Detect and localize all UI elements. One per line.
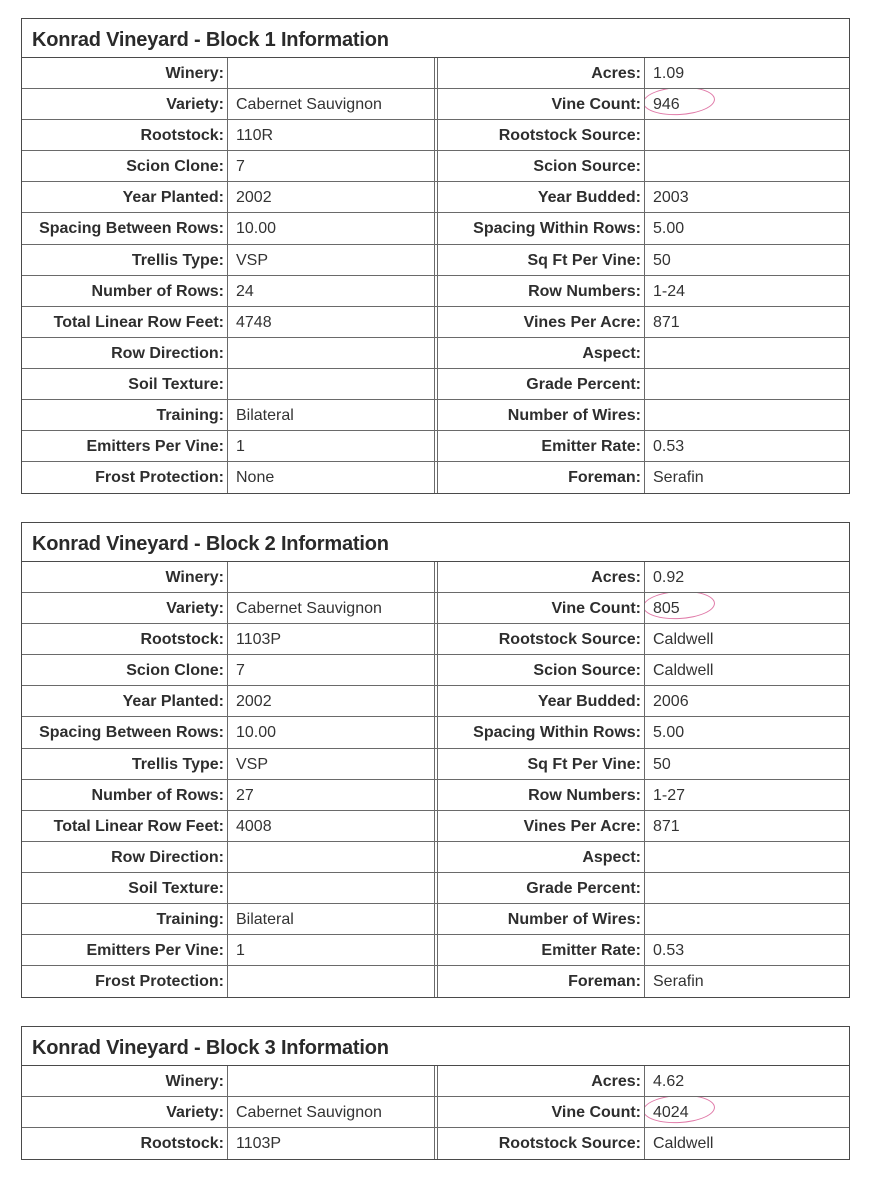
block-3-rows <box>22 1066 849 1159</box>
field-label: Row Numbers: <box>438 276 645 306</box>
table-row <box>22 369 849 400</box>
table-row <box>22 686 849 717</box>
field-label: Spacing Within Rows: <box>438 213 645 243</box>
field-label: Variety: <box>22 593 228 623</box>
field-value <box>645 151 849 181</box>
table-row <box>22 431 849 462</box>
field-value <box>228 1066 434 1096</box>
field-label: Foreman: <box>438 462 645 493</box>
field-label: Sq Ft Per Vine: <box>438 245 645 275</box>
table-row <box>22 276 849 307</box>
field-label: Year Budded: <box>438 686 645 716</box>
hand-drawn-circle-annotation <box>645 89 716 117</box>
field-value: VSP <box>236 755 269 773</box>
field-label: Acres: <box>438 58 645 88</box>
field-label: Number of Wires: <box>438 400 645 430</box>
circled-vine-count <box>653 89 680 119</box>
field-value: Cabernet Sauvignon <box>236 96 382 114</box>
field-value: 5.00 <box>653 220 685 238</box>
field-label: Number of Rows: <box>22 780 228 810</box>
table-row <box>22 593 849 624</box>
table-row <box>22 182 849 213</box>
field-label: Spacing Within Rows: <box>438 717 645 747</box>
field-value <box>645 400 849 430</box>
field-value: 0.53 <box>653 438 685 456</box>
table-row <box>22 245 849 276</box>
field-value: 4008 <box>236 817 272 835</box>
field-label: Emitters Per Vine: <box>22 935 228 965</box>
field-label: Row Direction: <box>22 338 228 368</box>
field-label: Aspect: <box>438 338 645 368</box>
field-value <box>645 120 849 150</box>
table-row <box>22 400 849 431</box>
table-row <box>22 904 849 935</box>
block-3-table <box>21 1026 850 1160</box>
field-value: 1103P <box>236 1135 282 1153</box>
field-label: Rootstock Source: <box>438 120 645 150</box>
vine-count-value: 946 <box>653 96 680 114</box>
field-label: Rootstock: <box>22 1128 228 1159</box>
field-value: 1-24 <box>653 282 686 300</box>
field-label: Vines Per Acre: <box>438 307 645 337</box>
table-row <box>22 966 849 997</box>
field-label: Vine Count: <box>438 593 645 623</box>
field-value <box>228 562 434 592</box>
field-value <box>228 873 434 903</box>
field-value: 27 <box>236 786 254 804</box>
field-label: Soil Texture: <box>22 873 228 903</box>
table-row <box>22 749 849 780</box>
field-label: Training: <box>22 904 228 934</box>
field-value: Serafin <box>653 973 704 991</box>
field-value: 2006 <box>653 693 689 711</box>
field-label: Year Budded: <box>438 182 645 212</box>
field-value: 110R <box>236 127 274 145</box>
circled-vine-count <box>653 593 680 623</box>
field-value: VSP <box>236 251 269 269</box>
field-label: Variety: <box>22 89 228 119</box>
field-label: Variety: <box>22 1097 228 1127</box>
field-label: Scion Clone: <box>22 655 228 685</box>
field-value: 1103P <box>236 631 282 649</box>
field-value: 50 <box>653 755 671 773</box>
field-label: Grade Percent: <box>438 369 645 399</box>
field-value <box>645 1097 849 1127</box>
table-row <box>22 842 849 873</box>
vine-count-value: 805 <box>653 600 680 618</box>
table-row <box>22 780 849 811</box>
table-row <box>22 935 849 966</box>
field-label: Acres: <box>438 1066 645 1096</box>
field-label: Rootstock Source: <box>438 624 645 654</box>
field-label: Emitter Rate: <box>438 935 645 965</box>
field-value: 7 <box>236 662 245 680</box>
table-row <box>22 1128 849 1159</box>
field-label: Scion Source: <box>438 655 645 685</box>
field-label: Acres: <box>438 562 645 592</box>
table-row <box>22 624 849 655</box>
field-label: Soil Texture: <box>22 369 228 399</box>
field-value <box>645 338 849 368</box>
field-value <box>645 904 849 934</box>
field-value: 0.92 <box>653 569 685 586</box>
field-value: 7 <box>236 158 245 176</box>
block-1-rows <box>22 58 849 493</box>
field-label: Trellis Type: <box>22 245 228 275</box>
field-label: Total Linear Row Feet: <box>22 811 228 841</box>
circled-vine-count <box>653 1097 689 1127</box>
field-label: Frost Protection: <box>22 966 228 997</box>
field-label: Grade Percent: <box>438 873 645 903</box>
field-value: Caldwell <box>653 631 714 649</box>
field-label: Sq Ft Per Vine: <box>438 749 645 779</box>
field-value: 24 <box>236 282 254 300</box>
field-label: Aspect: <box>438 842 645 872</box>
field-label: Trellis Type: <box>22 749 228 779</box>
table-row <box>22 89 849 120</box>
field-label: Spacing Between Rows: <box>22 717 228 747</box>
field-value <box>645 89 849 119</box>
field-value: 2003 <box>653 189 689 207</box>
block-1-title: Konrad Vineyard - Block 1 Information <box>22 19 849 58</box>
field-value <box>645 593 849 623</box>
table-row <box>22 873 849 904</box>
field-value: 4.62 <box>653 1073 685 1090</box>
block-2-title: Konrad Vineyard - Block 2 Information <box>22 523 849 562</box>
field-label: Winery: <box>22 1066 228 1096</box>
field-value: Caldwell <box>653 1135 714 1153</box>
table-row <box>22 655 849 686</box>
block-2-table <box>21 522 850 998</box>
table-row <box>22 151 849 182</box>
field-value: 10.00 <box>236 724 277 742</box>
field-label: Training: <box>22 400 228 430</box>
field-value: 2002 <box>236 189 272 207</box>
field-value: Cabernet Sauvignon <box>236 1104 382 1122</box>
field-value <box>228 369 434 399</box>
field-label: Frost Protection: <box>22 462 228 493</box>
hand-drawn-circle-annotation <box>645 1097 716 1125</box>
field-label: Emitter Rate: <box>438 431 645 461</box>
field-label: Year Planted: <box>22 182 228 212</box>
table-row <box>22 58 849 89</box>
table-row <box>22 462 849 493</box>
field-value: 1.09 <box>653 65 685 82</box>
field-value <box>645 842 849 872</box>
table-row <box>22 562 849 593</box>
table-row <box>22 213 849 244</box>
table-row <box>22 811 849 842</box>
field-value: 871 <box>653 313 680 331</box>
field-value: Bilateral <box>236 407 294 425</box>
table-row <box>22 1097 849 1128</box>
field-value: Cabernet Sauvignon <box>236 600 382 618</box>
vine-count-value: 4024 <box>653 1104 689 1122</box>
field-label: Spacing Between Rows: <box>22 213 228 243</box>
hand-drawn-circle-annotation <box>645 593 716 621</box>
field-label: Rootstock Source: <box>438 1128 645 1159</box>
field-value: 4748 <box>236 313 272 331</box>
table-row <box>22 717 849 748</box>
block-3-title: Konrad Vineyard - Block 3 Information <box>22 1027 849 1066</box>
field-value: 50 <box>653 251 671 269</box>
field-label: Vine Count: <box>438 89 645 119</box>
field-value: Caldwell <box>653 662 714 680</box>
field-value <box>228 966 434 997</box>
block-1-table <box>21 18 850 494</box>
field-value: 10.00 <box>236 220 277 238</box>
field-label: Rootstock: <box>22 624 228 654</box>
field-label: Foreman: <box>438 966 645 997</box>
field-value <box>228 58 434 88</box>
field-label: Row Numbers: <box>438 780 645 810</box>
field-value: 1-27 <box>653 786 686 804</box>
field-label: Vines Per Acre: <box>438 811 645 841</box>
field-label: Vine Count: <box>438 1097 645 1127</box>
field-label: Emitters Per Vine: <box>22 431 228 461</box>
field-label: Total Linear Row Feet: <box>22 307 228 337</box>
field-value: 1 <box>236 942 245 960</box>
field-label: Row Direction: <box>22 842 228 872</box>
field-label: Year Planted: <box>22 686 228 716</box>
field-value: None <box>236 469 275 487</box>
field-value <box>228 842 434 872</box>
table-row <box>22 1066 849 1097</box>
field-label: Winery: <box>22 58 228 88</box>
field-value: 2002 <box>236 693 272 711</box>
field-value: Bilateral <box>236 911 294 929</box>
field-value: 871 <box>653 817 680 835</box>
field-label: Winery: <box>22 562 228 592</box>
table-row <box>22 338 849 369</box>
field-value: 0.53 <box>653 942 685 960</box>
field-value: 1 <box>236 438 245 456</box>
field-label: Scion Clone: <box>22 151 228 181</box>
field-label: Number of Rows: <box>22 276 228 306</box>
field-value: 5.00 <box>653 724 685 742</box>
field-label: Scion Source: <box>438 151 645 181</box>
field-value <box>228 338 434 368</box>
field-label: Rootstock: <box>22 120 228 150</box>
table-row <box>22 307 849 338</box>
field-value <box>645 369 849 399</box>
field-value: Serafin <box>653 469 704 487</box>
block-2-rows <box>22 562 849 997</box>
table-row <box>22 120 849 151</box>
field-value <box>645 873 849 903</box>
field-label: Number of Wires: <box>438 904 645 934</box>
